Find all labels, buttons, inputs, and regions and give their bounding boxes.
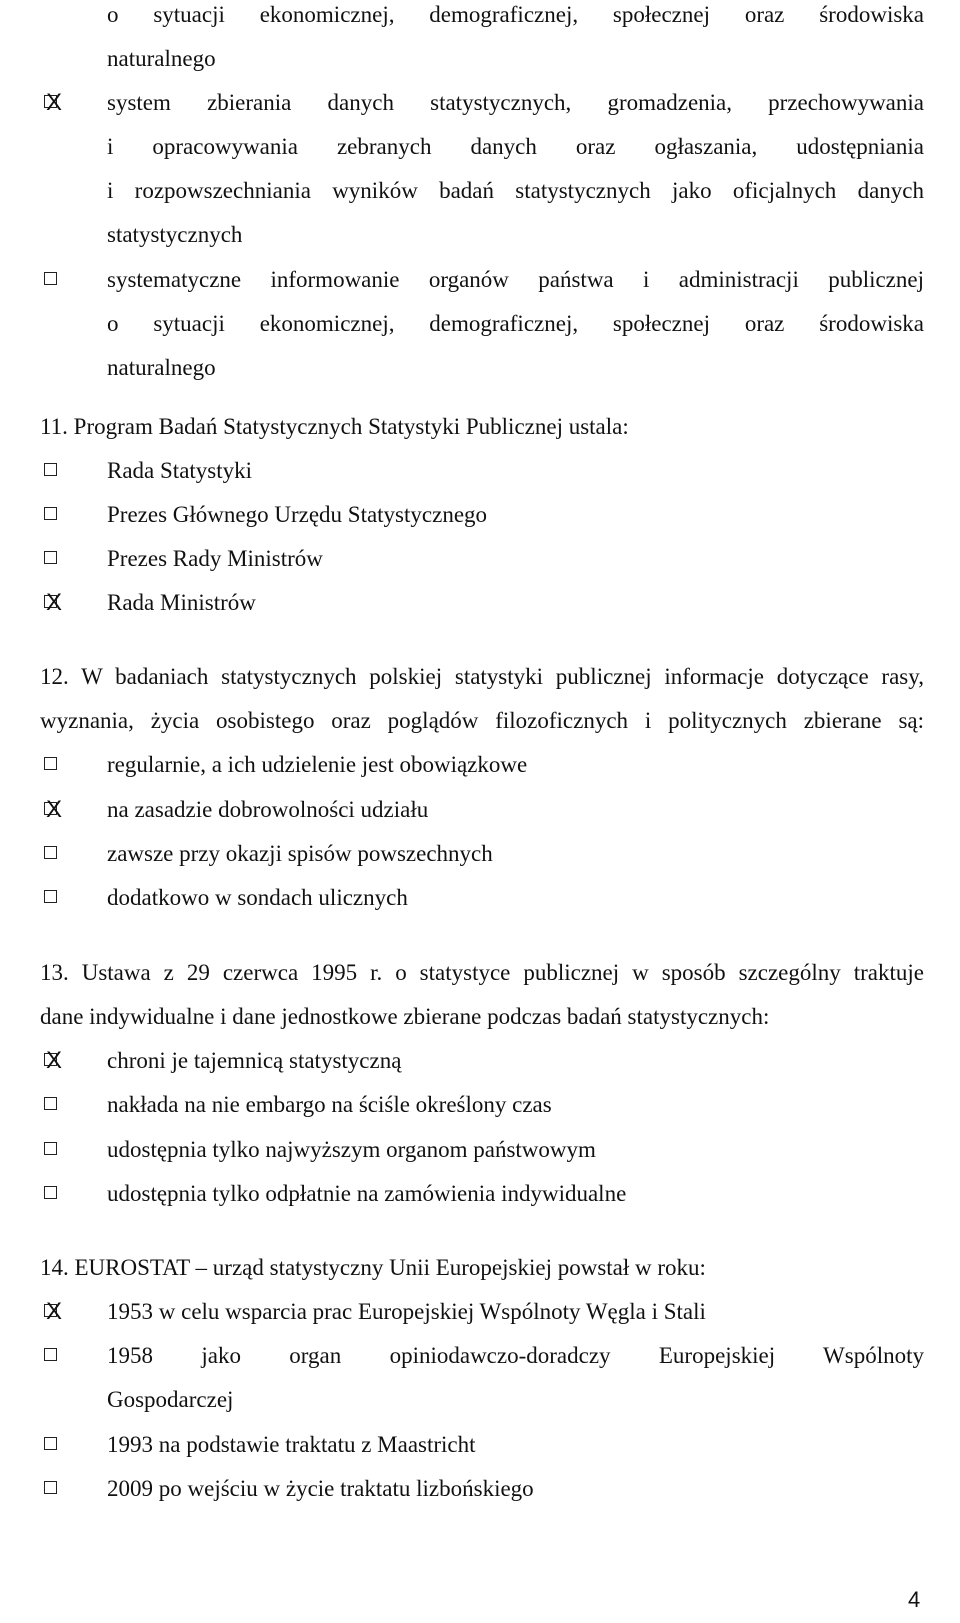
answer-option xyxy=(0,265,960,295)
checkbox-square-icon xyxy=(44,1437,57,1450)
option-text: na zasadzie dobrowolności udziału xyxy=(107,797,429,822)
question-line xyxy=(0,412,960,442)
checkbox[interactable] xyxy=(40,503,63,526)
option-continuation xyxy=(0,353,960,383)
option-text: 1993 na podstawie traktatu z Maastricht xyxy=(107,1432,476,1457)
checkbox[interactable] xyxy=(40,886,63,909)
checkbox[interactable] xyxy=(40,842,63,865)
option-text: 2009 po wejściu w życie traktatu lizbońskiego xyxy=(107,1476,534,1501)
answer-option xyxy=(0,88,960,118)
answer-option xyxy=(0,1179,960,1209)
checkbox[interactable] xyxy=(40,753,63,776)
checked-checkbox[interactable] xyxy=(40,1049,63,1072)
option-text: zawsze przy okazji spisów powszechnych xyxy=(107,841,493,866)
option-text: Prezes Rady Ministrów xyxy=(107,546,323,571)
option-text: naturalnego xyxy=(107,46,216,71)
checkbox-square-icon xyxy=(44,1481,57,1494)
option-text: chroni je tajemnicą statystyczną xyxy=(107,1048,402,1073)
checkbox-square-icon xyxy=(44,1097,57,1110)
check-mark-x-icon: X xyxy=(46,89,63,116)
checked-checkbox[interactable] xyxy=(40,91,63,114)
answer-option xyxy=(0,1046,960,1076)
question-text: dane indywidualne i dane jednostkowe zbierane podczas badań statystycznych: xyxy=(40,1004,770,1029)
question-line xyxy=(0,662,960,692)
checkbox[interactable] xyxy=(40,268,63,291)
option-text: naturalnego xyxy=(107,355,216,380)
checkbox-square-icon xyxy=(44,507,57,520)
answer-option xyxy=(0,795,960,825)
option-text: 1953 w celu wsparcia prac Europejskiej Wspólnoty Węgla i Stali xyxy=(107,1299,706,1324)
question-text: 11. Program Badań Statystycznych Statystyki Publicznej ustala: xyxy=(40,414,629,439)
option-continuation xyxy=(0,309,960,339)
question-text: 12. W badaniach statystycznych polskiej statystyki publicznej informacje dotyczące rasy, xyxy=(40,664,924,689)
option-continuation xyxy=(0,132,960,162)
option-text: dodatkowo w sondach ulicznych xyxy=(107,885,408,910)
question-line xyxy=(0,1253,960,1283)
answer-option xyxy=(0,1474,960,1504)
checkbox[interactable] xyxy=(40,1433,63,1456)
option-continuation xyxy=(0,1385,960,1415)
option-text: o sytuacji ekonomicznej, demograficznej, społecznej oraz środowiska xyxy=(107,311,924,336)
answer-option xyxy=(0,1430,960,1460)
answer-option xyxy=(0,883,960,913)
answer-option xyxy=(0,1297,960,1327)
option-continuation xyxy=(0,0,960,30)
question-text: wyznania, życia osobistego oraz poglądów filozoficznych i politycznych zbierane są: xyxy=(40,708,924,733)
checkbox[interactable] xyxy=(40,1182,63,1205)
check-mark-x-icon: X xyxy=(46,1298,63,1325)
checked-checkbox[interactable] xyxy=(40,1300,63,1323)
option-text: udostępnia tylko odpłatnie na zamówienia indywidualne xyxy=(107,1181,627,1206)
answer-option xyxy=(0,1090,960,1120)
answer-option xyxy=(0,544,960,574)
option-text: 1958 jako organ opiniodawczo-doradczy Europejskiej Wspólnoty xyxy=(107,1343,924,1368)
checkbox[interactable] xyxy=(40,1477,63,1500)
answer-option xyxy=(0,456,960,486)
checkbox-square-icon xyxy=(44,1348,57,1361)
question-text: 13. Ustawa z 29 czerwca 1995 r. o statystyce publicznej w sposób szczególny traktuje xyxy=(40,960,924,985)
option-text: nakłada na nie embargo na ściśle określony czas xyxy=(107,1092,552,1117)
check-mark-x-icon: X xyxy=(46,1047,63,1074)
checkbox[interactable] xyxy=(40,459,63,482)
answer-option xyxy=(0,839,960,869)
option-text: Prezes Głównego Urzędu Statystycznego xyxy=(107,502,488,527)
checkbox-square-icon xyxy=(44,463,57,476)
answer-option xyxy=(0,1341,960,1371)
option-text: Rada Ministrów xyxy=(107,590,256,615)
question-text: 14. EUROSTAT – urząd statystyczny Unii Europejskiej powstał w roku: xyxy=(40,1255,706,1280)
checkbox[interactable] xyxy=(40,547,63,570)
question-line xyxy=(0,1002,960,1032)
question-line xyxy=(0,958,960,988)
checkbox[interactable] xyxy=(40,1093,63,1116)
question-line xyxy=(0,706,960,736)
checkbox-square-icon xyxy=(44,890,57,903)
option-text: Gospodarczej xyxy=(107,1387,234,1412)
option-text: Rada Statystyki xyxy=(107,458,253,483)
checkbox-square-icon xyxy=(44,551,57,564)
answer-option xyxy=(0,500,960,530)
option-text: regularnie, a ich udzielenie jest obowiązkowe xyxy=(107,752,528,777)
checkbox-square-icon xyxy=(44,1142,57,1155)
checkbox-square-icon xyxy=(44,846,57,859)
checkbox-square-icon xyxy=(44,1186,57,1199)
option-text: i rozpowszechniania wyników badań statystycznych jako oficjalnych danych xyxy=(107,178,924,203)
option-text: i opracowywania zebranych danych oraz ogłaszania, udostępniania xyxy=(107,134,924,159)
answer-option xyxy=(0,750,960,780)
answer-option xyxy=(0,1135,960,1165)
checked-checkbox[interactable] xyxy=(40,591,63,614)
option-continuation xyxy=(0,176,960,206)
checked-checkbox[interactable] xyxy=(40,798,63,821)
option-text: system zbierania danych statystycznych, gromadzenia, przechowywania xyxy=(107,90,924,115)
checkbox[interactable] xyxy=(40,1344,63,1367)
option-text: o sytuacji ekonomicznej, demograficznej, społecznej oraz środowiska xyxy=(107,2,924,27)
answer-option xyxy=(0,588,960,618)
check-mark-x-icon: X xyxy=(46,796,63,823)
check-mark-x-icon: X xyxy=(46,589,63,616)
option-text: statystycznych xyxy=(107,222,243,247)
checkbox[interactable] xyxy=(40,1138,63,1161)
page-number: 4 xyxy=(908,1587,921,1612)
option-text: udostępnia tylko najwyższym organom państwowym xyxy=(107,1137,596,1162)
checkbox-square-icon xyxy=(44,757,57,770)
option-continuation xyxy=(0,220,960,250)
option-text: systematyczne informowanie organów państwa i administracji publicznej xyxy=(107,267,924,292)
checkbox-square-icon xyxy=(44,272,57,285)
option-continuation xyxy=(0,44,960,74)
